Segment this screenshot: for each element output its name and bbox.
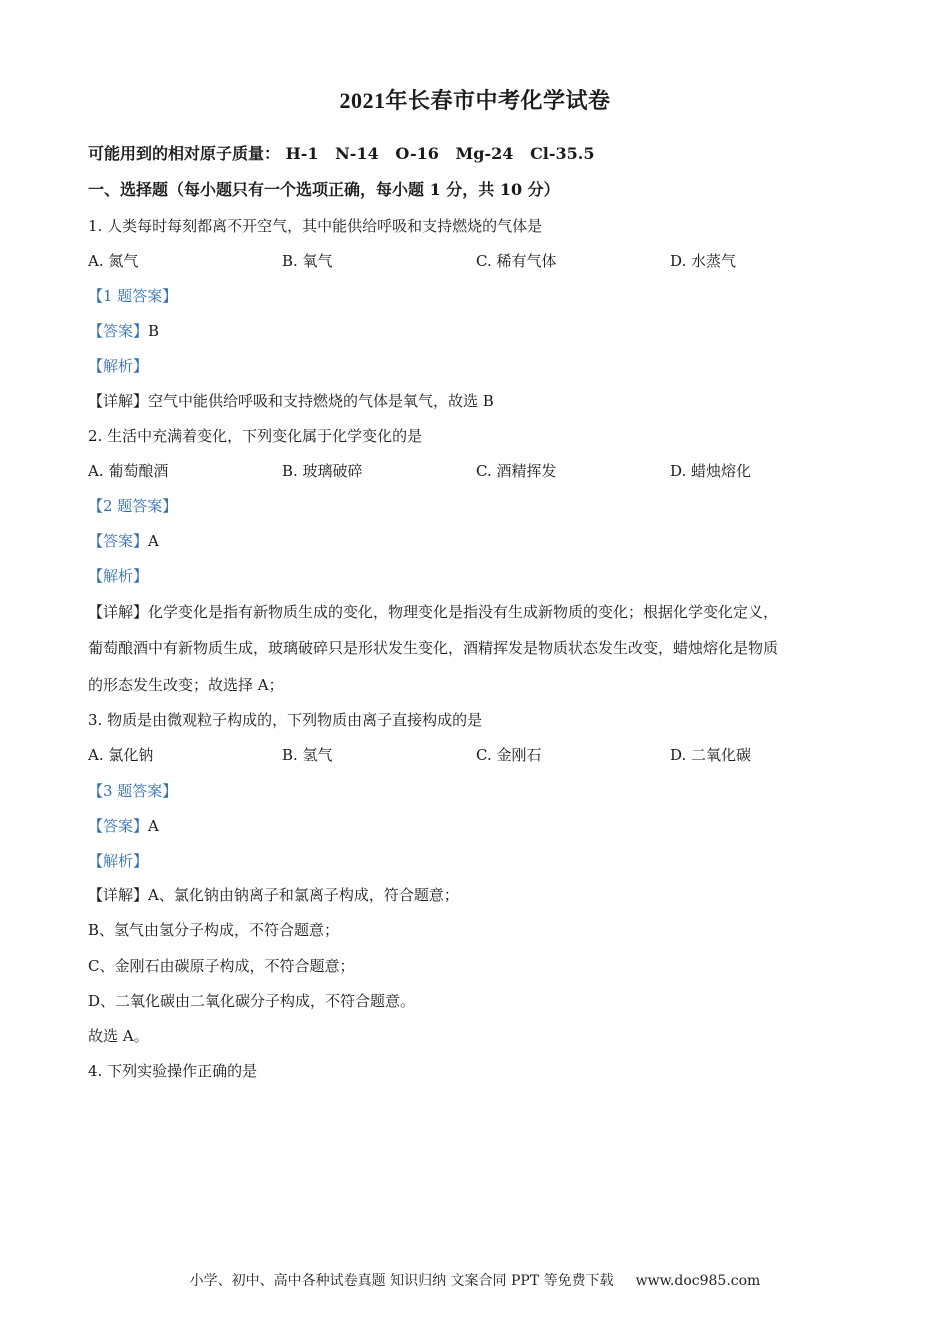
q1-option-d: D. 水蒸气 [670, 252, 737, 270]
q1-answer-heading: 【1 题答案】 [88, 287, 178, 305]
q3-answer-heading: 【3 题答案】 [88, 782, 178, 800]
q2-option-d: D. 蜡烛熔化 [670, 462, 752, 480]
answer-tag: 【答案】 [88, 817, 149, 835]
q1-stem: 1. 人类每时每刻都离不开空气，其中能供给呼吸和支持燃烧的气体是 [88, 217, 543, 235]
q2-stem: 2. 生活中充满着变化，下列变化属于化学变化的是 [88, 427, 423, 445]
q3-detail-line-5: 故选 A。 [88, 1027, 149, 1045]
q3-answer [88, 815, 159, 836]
q2-option-c: C. 酒精挥发 [476, 462, 557, 480]
page-title: 2021年长春市中考化学试卷 [339, 88, 611, 113]
q3-stem: 3. 物质是由微观粒子构成的，下列物质由离子直接构成的是 [88, 711, 483, 729]
answer-value: A [148, 817, 159, 835]
q2-option-b: B. 玻璃破碎 [282, 462, 363, 480]
section-heading: 一、选择题（每小题只有一个选项正确，每小题 1 分，共 10 分） [88, 180, 560, 199]
q3-option-b: B. 氢气 [282, 746, 333, 764]
q3-analysis-tag: 【解析】 [88, 852, 149, 870]
q4-stem: 4. 下列实验操作正确的是 [88, 1062, 258, 1080]
q2-detail-line-1 [88, 601, 778, 622]
q2-analysis-tag: 【解析】 [88, 567, 149, 585]
detail-tag: 【详解】 [88, 886, 149, 904]
detail-tag: 【详解】 [88, 392, 149, 410]
q3-option-d: D. 二氧化碳 [670, 746, 752, 764]
page-footer [0, 1270, 950, 1290]
q2-detail-line-2: 葡萄酿酒中有新物质生成，玻璃破碎只是形状发生变化，酒精挥发是物质状态发生改变，蜡烛熔化是物质 [88, 639, 779, 657]
q3-option-c: C. 金刚石 [476, 746, 542, 764]
q1-option-b: B. 氧气 [282, 252, 333, 270]
q2-answer [88, 530, 159, 551]
answer-value: A [148, 532, 159, 550]
footer-text: 小学、初中、高中各种试卷真题 知识归纳 文案合同 PPT 等免费下载 [189, 1273, 614, 1289]
atomic-masses: 可能用到的相对原子质量： H-1 N-14 O-16 Mg-24 Cl-35.5 [88, 144, 595, 163]
detail-tag: 【详解】 [88, 603, 149, 621]
q1-answer [88, 320, 159, 341]
q1-option-a: A. 氮气 [88, 252, 139, 270]
q3-detail-line-4: D、二氧化碳由二氧化碳分子构成，不符合题意。 [88, 992, 416, 1010]
detail-text: 化学变化是指有新物质生成的变化，物理变化是指没有生成新物质的变化；根据化学变化定义， [148, 603, 779, 621]
q3-detail-line-3: C、金刚石由碳原子构成，不符合题意； [88, 957, 355, 975]
answer-tag: 【答案】 [88, 532, 149, 550]
q3-detail-line-1 [88, 884, 459, 905]
q3-detail-line-2: B、氢气由氢分子构成，不符合题意； [88, 921, 340, 939]
q2-detail-line-3: 的形态发生改变；故选择 A； [88, 676, 284, 694]
answer-value: B [148, 322, 160, 340]
q1-detail [88, 390, 494, 411]
q1-option-c: C. 稀有气体 [476, 252, 557, 270]
footer-url[interactable]: www.doc985.com [635, 1273, 761, 1289]
q2-option-a: A. 葡萄酿酒 [88, 462, 169, 480]
detail-text: 空气中能供给呼吸和支持燃烧的气体是氧气，故选 B [148, 392, 494, 410]
q1-analysis-tag: 【解析】 [88, 357, 149, 375]
q2-answer-heading: 【2 题答案】 [88, 497, 178, 515]
answer-tag: 【答案】 [88, 322, 149, 340]
q3-option-a: A. 氯化钠 [88, 746, 154, 764]
detail-text: A、氯化钠由钠离子和氯离子构成，符合题意； [148, 886, 459, 904]
